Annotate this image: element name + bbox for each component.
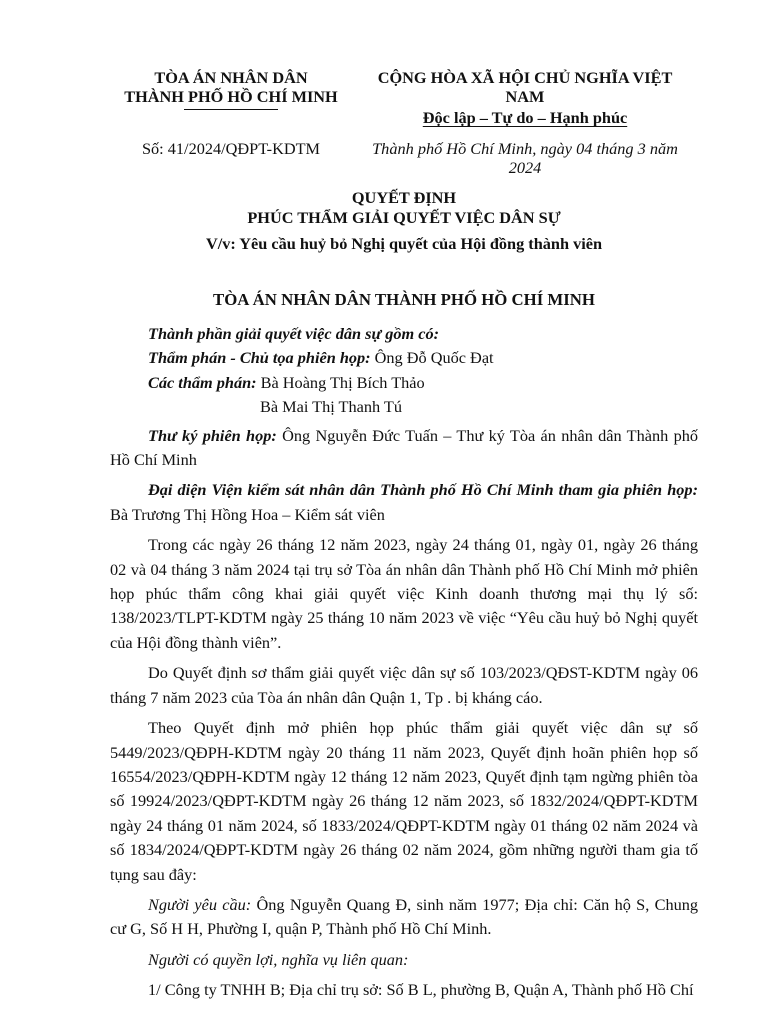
national-header <box>366 68 684 127</box>
judge-1: Bà Hoàng Thị Bích Thảo <box>256 372 425 392</box>
court-header-line1: TÒA ÁN NHÂN DÂN <box>154 68 308 87</box>
requester <box>110 893 698 942</box>
decision-title <box>110 188 698 254</box>
procuracy-text: Bà Trương Thị Hồng Hoa – Kiểm sát viên <box>110 504 385 524</box>
title-line2: PHÚC THẨM GIẢI QUYẾT VIỆC DÂN SỰ <box>247 208 561 227</box>
requester-label: Người yêu cầu: <box>148 894 252 914</box>
court-header-line2: THÀNH PHỐ HỒ CHÍ MINH <box>124 87 338 106</box>
procuracy <box>110 478 698 527</box>
clerk-label: Thư ký phiên họp: <box>148 425 277 445</box>
document-body <box>110 322 698 1003</box>
related-parties-label: Người có quyền lợi, nghĩa vụ liên quan: <box>148 949 409 969</box>
date-line-2: 2024 <box>508 158 542 177</box>
date-line <box>362 139 688 177</box>
court-header <box>108 68 354 110</box>
nation-title-line1: CỘNG HÒA XÃ HỘI CHỦ NGHĨA VIỆT <box>377 68 673 87</box>
judges <box>110 371 698 395</box>
paragraph-decisions: Theo Quyết định mở phiên họp phúc thẩm giải quyết việc dân sự số 5449/2023/QĐPH-KDTM ngày 20 tháng 11 năm 2023, Quyết định hoãn phiên họp số 16554/2023/QĐPH-KDTM ngày 12 tháng 12 năm 2023, Quyết định tạm ngừng phiên tòa số 19924/2023/QĐPT-KDTM ngày 26 tháng 12 năm 2023, số 1832/2024/QĐPT-KDTM ngày 24 tháng 01 năm 2024, số 1833/2024/QĐPT-KDTM ngày 01 tháng 02 năm 2024 và số 1834/2024/QĐPT-KDTM ngày 26 tháng 02 năm 2024, gồm những người tham gia tố tụng sau đây: <box>110 718 698 884</box>
clerk-text: Ông Nguyễn Đức Tuấn – Thư ký Tòa án nhân dân Thành phố Hồ Chí Minh <box>110 425 698 470</box>
date-line-1: Thành phố Hồ Chí Minh, ngày 04 tháng 3 năm <box>372 139 678 158</box>
title-line1: QUYẾT ĐỊNH <box>351 188 457 207</box>
document-number: Số: 41/2024/QĐPT-KDTM <box>141 139 321 158</box>
panel-intro: Thành phần giải quyết việc dân sự gồm có: <box>148 324 440 343</box>
judge-2: Bà Mai Thị Thanh Tú <box>260 397 402 417</box>
requester-text: Ông Nguyễn Quang Đ, sinh năm 1977; Địa chỉ: Căn hộ S, Chung cư G, Số H H, Phường I, quận P, Thành phố Hồ Chí Minh. <box>110 894 699 939</box>
header-divider <box>184 109 278 110</box>
issuing-court: TÒA ÁN NHÂN DÂN THÀNH PHỐ HỒ CHÍ MINH <box>213 290 595 309</box>
presiding-judge <box>110 346 698 370</box>
clerk <box>110 424 698 473</box>
judges-label: Các thẩm phán: <box>148 372 257 392</box>
nation-title-line2: NAM <box>505 87 545 106</box>
paragraph-appeal: Do Quyết định sơ thẩm giải quyết việc dân sự số 103/2023/QĐST-KDTM ngày 06 tháng 7 năm 2023 của Tòa án nhân dân Quận 1, Tp . bị kháng cáo. <box>110 663 698 707</box>
presiding-name: Ông Đỗ Quốc Đạt <box>370 348 494 368</box>
presiding-label: Thẩm phán - Chủ tọa phiên họp: <box>148 348 371 368</box>
related-party-1: 1/ Công ty TNHH B; Địa chỉ trụ sở: Số B L, phường B, Quận A, Thành phố Hồ Chí <box>148 980 694 1000</box>
paragraph-hearing-dates: Trong các ngày 26 tháng 12 năm 2023, ngày 24 tháng 01, ngày 01, ngày 26 tháng 02 và 04 tháng 3 năm 2024 tại trụ sở Tòa án nhân dân Thành phố Hồ Chí Minh mở phiên họp phúc thẩm công khai giải quyết việc Kinh doanh thương mại thụ lý số: 138/2023/TLPT-KDTM ngày 25 tháng 10 năm 2023 về việc “Yêu cầu huỷ bỏ Nghị quyết của Hội đồng thành viên”. <box>110 535 698 652</box>
subject-line: V/v: Yêu cầu huỷ bỏ Nghị quyết của Hội đồng thành viên <box>205 234 603 253</box>
national-motto: Độc lập – Tự do – Hạnh phúc <box>422 108 628 127</box>
procuracy-label: Đại diện Viện kiểm sát nhân dân Thành phố Hồ Chí Minh tham gia phiên họp: <box>148 480 698 500</box>
